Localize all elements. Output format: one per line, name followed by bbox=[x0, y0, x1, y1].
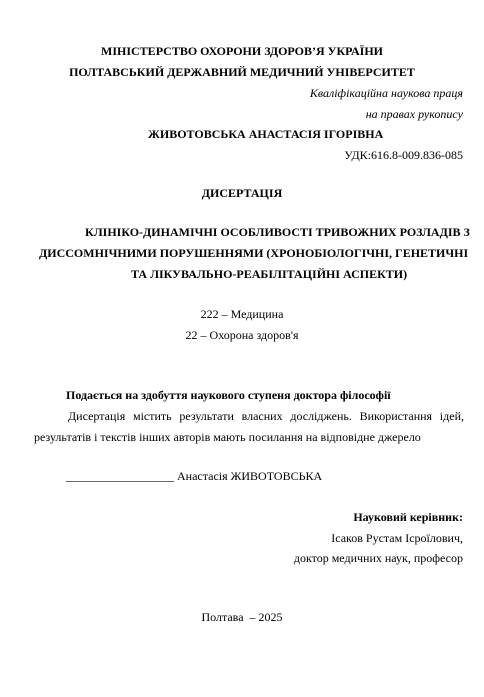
signature-blank: __________________ bbox=[66, 469, 174, 483]
author-name: ЖИВОТОВСЬКА АНАСТАСІЯ ІГОРІВНА bbox=[148, 127, 384, 141]
supervisor-label: Науковий керівник: bbox=[353, 510, 463, 524]
supervisor-title: доктор медичних наук, професор bbox=[293, 551, 463, 565]
qualification-note: Кваліфікаційна наукова праця bbox=[309, 86, 463, 100]
originality-statement-line-2: результатів і текстів інших авторів мають посилання на відповідне джерело bbox=[34, 430, 421, 444]
manuscript-rights-note: на правах рукопису bbox=[365, 107, 463, 121]
title-line-3: ТА ЛІКУВАЛЬНО-РЕАБІЛІТАЦІЙНІ АСПЕКТИ) bbox=[131, 267, 408, 281]
specialty-code: 222 – Медицина bbox=[200, 307, 284, 321]
signature-name: Анастасія ЖИВОТОВСЬКА bbox=[177, 469, 323, 483]
field-of-knowledge: 22 – Охорона здоров'я bbox=[185, 328, 299, 342]
document-type: ДИСЕРТАЦІЯ bbox=[201, 186, 283, 200]
udc-code: УДК:616.8-009.836-085 bbox=[344, 148, 463, 162]
supervisor-name: Ісаков Рустам Ісроїлович, bbox=[331, 531, 463, 545]
place-and-year: Полтава – 2025 bbox=[201, 610, 283, 624]
degree-statement: Подається на здобуття наукового ступеня доктора філософії bbox=[66, 388, 391, 402]
signature-line bbox=[66, 469, 322, 483]
title-line-1: КЛІНІКО-ДИНАМІЧНІ ОСОБЛИВОСТІ ТРИВОЖНИХ РОЗЛАДІВ З bbox=[85, 225, 470, 239]
originality-statement-line-1: Дисертація містить результати власних досліджень. Використання ідей, bbox=[68, 409, 464, 423]
university-heading: ПОЛТАВСЬКИЙ ДЕРЖАВНИЙ МЕДИЧНИЙ УНІВЕРСИТЕТ bbox=[69, 65, 415, 79]
title-line-2: ДИССОМНІЧНИМИ ПОРУШЕННЯМИ (ХРОНОБІОЛОГІЧНІ, ГЕНЕТИЧНІ bbox=[39, 246, 469, 260]
ministry-heading: МІНІСТЕРСТВО ОХОРОНИ ЗДОРОВ’Я УКРАЇНИ bbox=[101, 44, 383, 58]
